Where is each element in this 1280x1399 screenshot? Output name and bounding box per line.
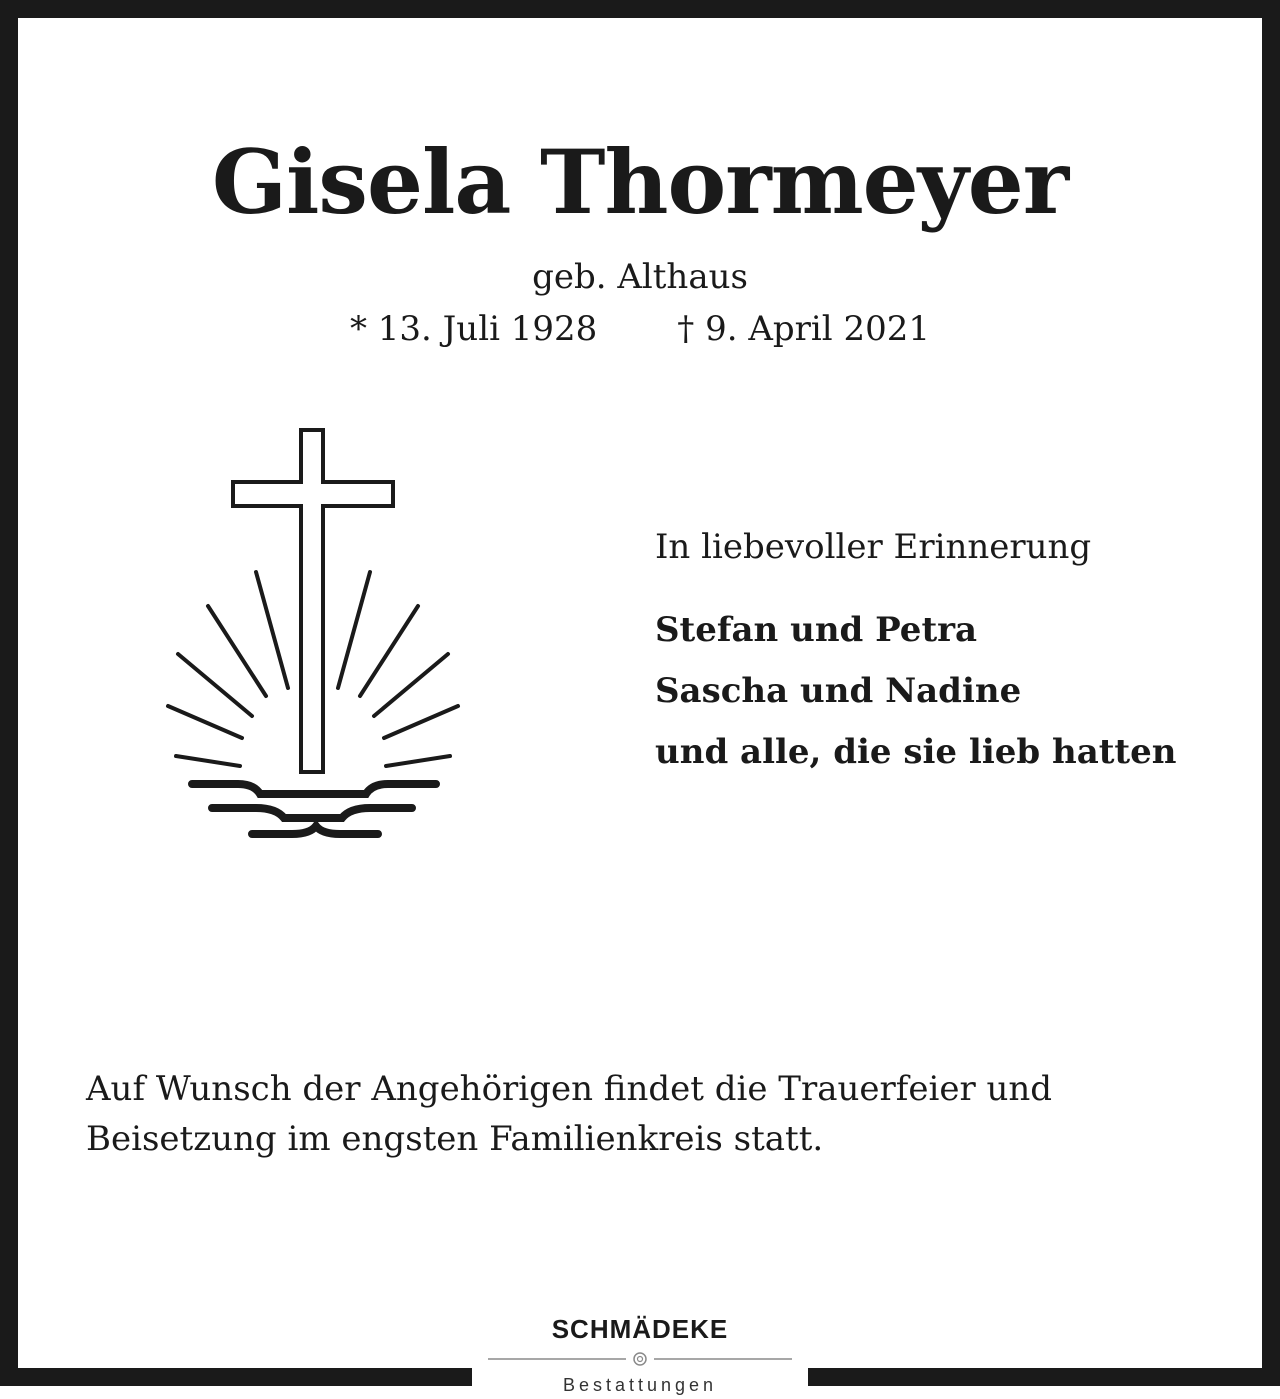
logo-name: SCHMÄDEKE: [551, 1314, 729, 1344]
frame-border-bottom-left: [0, 1368, 472, 1386]
notice-line: Auf Wunsch der Angehörigen findet die Trauerfeier und: [86, 1069, 1053, 1109]
frame-border-top: [0, 0, 1280, 18]
mourner-line: Sascha und Nadine: [655, 671, 1022, 711]
frame-border-bottom-right: [808, 1368, 1280, 1386]
birth-date: * 13. Juli 1928: [349, 309, 598, 349]
logo-ornament-icon: [486, 1350, 794, 1368]
cross-with-sunrise-and-waves-icon: [160, 426, 470, 846]
death-date: † 9. April 2021: [677, 309, 930, 349]
notice-line: Beisetzung im engsten Familienkreis statt.: [86, 1119, 824, 1159]
birth-name: geb. Althaus: [532, 257, 748, 297]
logo-subtitle: Bestattungen: [562, 1375, 718, 1395]
funeral-notice: [86, 1064, 1226, 1164]
deceased-name: Gisela Thormeyer: [211, 130, 1069, 234]
mourner-line: und alle, die sie lieb hatten: [655, 732, 1177, 772]
life-dates: [0, 309, 1280, 349]
memory-line: In liebevoller Erinnerung: [655, 527, 1092, 567]
mourners-list: [655, 600, 1177, 783]
funeral-home-logo: [486, 1310, 794, 1399]
mourner-line: Stefan und Petra: [655, 610, 978, 650]
